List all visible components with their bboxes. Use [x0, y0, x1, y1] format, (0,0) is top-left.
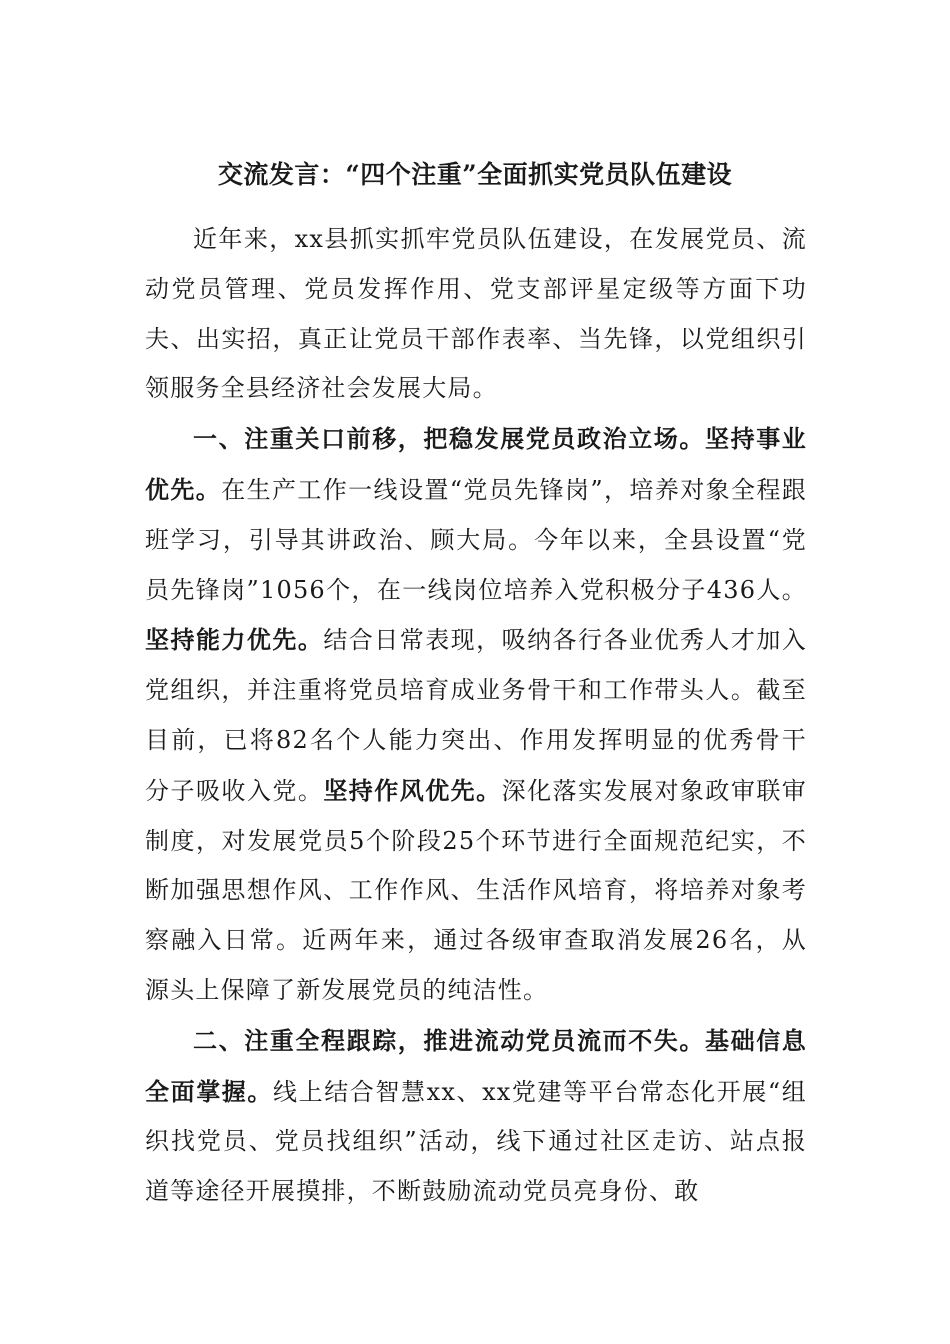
- document-title: 交流发言：“四个注重”全面抓实党员队伍建设: [217, 160, 733, 189]
- section-2-point-1-text: 线上结合智慧xx、xx党建等平台常态化开展“组织找党员、党员找组织”活动，线下通过社区走访、站点报道等途径开展摸排，不断鼓励流动党员亮身份、敢: [145, 1077, 807, 1206]
- section-1-point-3-title: 坚持作风优先。: [323, 775, 502, 805]
- section-1-point-3-text: 深化落实发展对象政审联审制度，对发展党员5个阶段25个环节进行全面规范纪实，不断加强思想作风、工作作风、生活作风培育，将培养对象考察融入日常。近两年来，通过各级审查取消发展26名，从源头上保障了新发展党员的纯洁性。: [145, 776, 808, 1004]
- section-1-paragraph: [145, 414, 807, 1016]
- section-1-point-1-text: 在生产工作一线设置“党员先锋岗”，培养对象全程跟班学习，引导其讲政治、顾大局。今年以来，全县设置“党员先锋岗”1056个，在一线岗位培养入党积极分子436人。: [145, 475, 807, 604]
- intro-paragraph: 近年来，xx县抓实抓牢党员队伍建设，在发展党员、流动党员管理、党员发挥作用、党支部评星定级等方面下功夫、出实招，真正让党员干部作表率、当先锋，以党组织引领服务全县经济社会发展大局。: [145, 225, 807, 403]
- section-2-paragraph: [145, 1016, 807, 1217]
- section-1-heading: 一、注重关口前移，把稳发展党员政治立场。: [193, 424, 705, 454]
- document-body: [145, 215, 807, 1217]
- section-1-point-2-title: 坚持能力优先。: [145, 625, 324, 655]
- section-2-point-1-title: 基础信息全面掌握。: [145, 1025, 807, 1106]
- section-1-point-2-text: 结合日常表现，吸纳各行各业优秀人才加入党组织，并注重将党员培育成业务骨干和工作带头人。截至目前，已将82名个人能力突出、作用发挥明显的优秀骨干分子吸收入党。: [145, 626, 807, 805]
- section-2-heading: 二、注重全程跟踪，推进流动党员流而不失。: [193, 1025, 705, 1055]
- section-1-point-1-title: 坚持事业优先。: [145, 424, 807, 504]
